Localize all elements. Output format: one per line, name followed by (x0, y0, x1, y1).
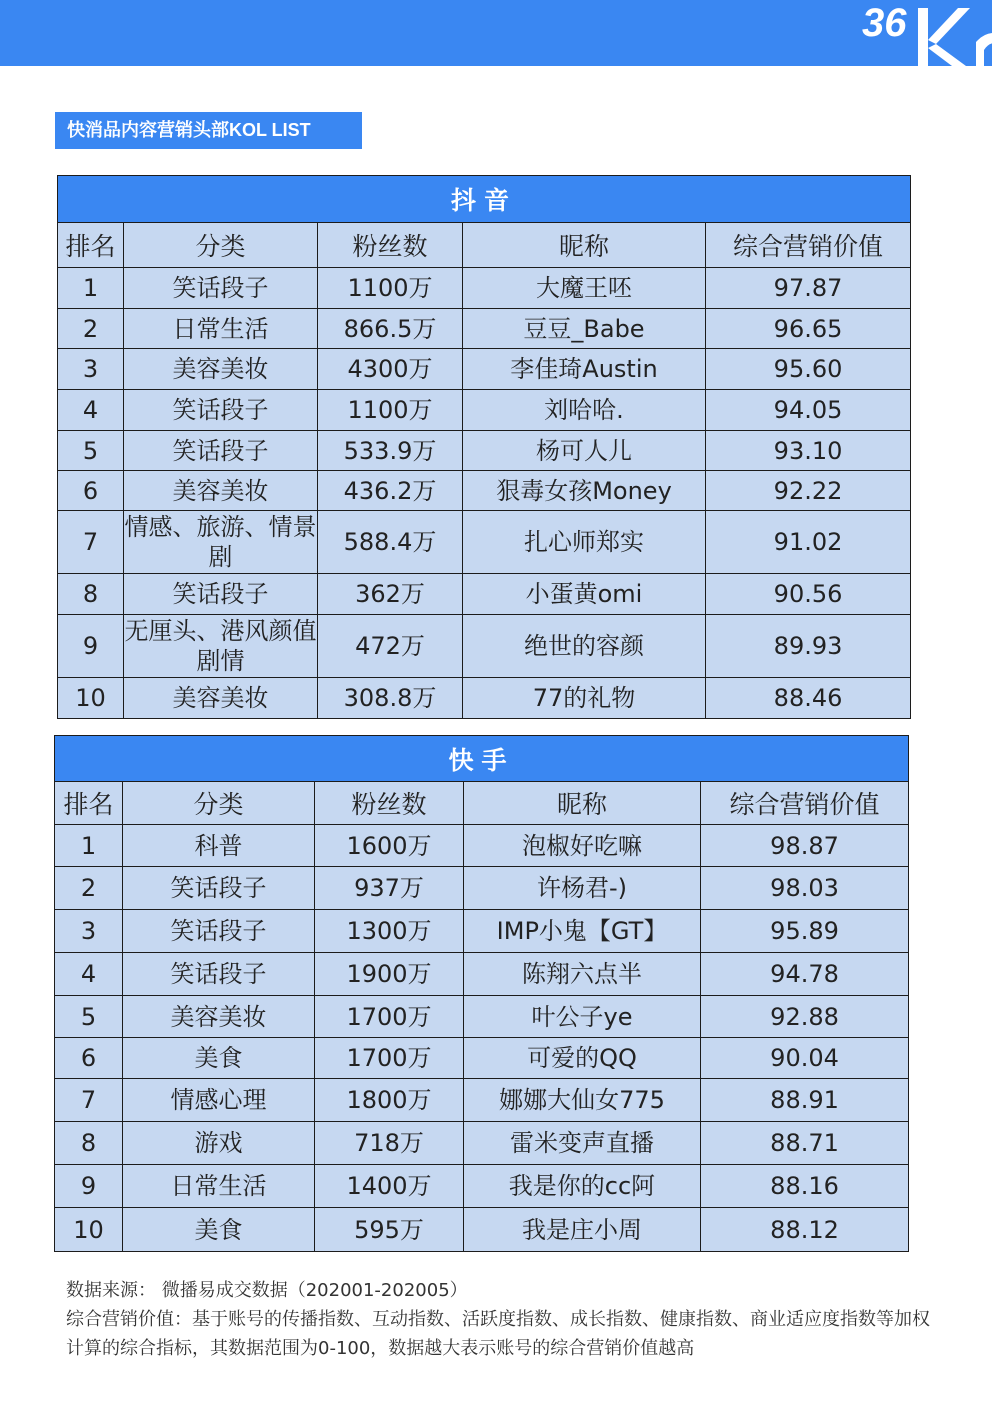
cell-fans: 1700万 (315, 1038, 464, 1079)
cell-rank: 6 (58, 471, 124, 511)
douyin-title: 抖音 (58, 176, 911, 223)
table-row (55, 867, 909, 910)
cell-nickname: 豆豆_Babe (463, 309, 706, 349)
douyin-table (57, 175, 911, 719)
cell-fans: 1400万 (315, 1165, 464, 1208)
cell-score: 88.91 (701, 1079, 909, 1122)
cell-category: 美食 (123, 1208, 315, 1252)
cell-fans: 1800万 (315, 1079, 464, 1122)
cell-score: 95.89 (701, 910, 909, 953)
table-row (58, 431, 911, 471)
cell-nickname: 狠毒女孩Money (463, 471, 706, 511)
table-row (58, 268, 911, 309)
header-rank: 排名 (55, 782, 123, 825)
table-row (58, 349, 911, 390)
cell-fans: 1900万 (315, 953, 464, 996)
cell-score: 88.16 (701, 1165, 909, 1208)
cell-fans: 1600万 (315, 825, 464, 867)
table-row (55, 1038, 909, 1079)
cell-category: 笑话段子 (123, 953, 315, 996)
cell-category: 笑话段子 (123, 867, 315, 910)
cell-score: 88.12 (701, 1208, 909, 1252)
cell-nickname: 绝世的容颜 (463, 615, 706, 678)
cell-rank: 4 (55, 953, 123, 996)
cell-rank: 4 (58, 390, 124, 431)
cell-category: 美容美妆 (124, 349, 318, 390)
cell-nickname: 杨可人儿 (463, 431, 706, 471)
table-row (58, 511, 911, 574)
cell-score: 88.46 (706, 678, 911, 719)
table-row (58, 615, 911, 678)
table-row (55, 1165, 909, 1208)
cell-fans: 595万 (315, 1208, 464, 1252)
cell-nickname: 大魔王呸 (463, 268, 706, 309)
cell-score: 94.78 (701, 953, 909, 996)
section-title: 快消品内容营销头部KOL LIST (55, 112, 362, 149)
cell-fans: 588.4万 (318, 511, 463, 574)
table-row (55, 996, 909, 1038)
header-fans: 粉丝数 (315, 782, 464, 825)
cell-fans: 362万 (318, 574, 463, 615)
cell-category: 笑话段子 (124, 574, 318, 615)
cell-fans: 866.5万 (318, 309, 463, 349)
cell-fans: 937万 (315, 867, 464, 910)
cell-score: 98.87 (701, 825, 909, 867)
cell-nickname: 77的礼物 (463, 678, 706, 719)
cell-category: 美容美妆 (124, 678, 318, 719)
cell-category: 美食 (123, 1038, 315, 1079)
cell-category: 日常生活 (123, 1165, 315, 1208)
cell-rank: 2 (58, 309, 124, 349)
header-fans: 粉丝数 (318, 223, 463, 268)
cell-rank: 8 (55, 1122, 123, 1165)
cell-fans: 533.9万 (318, 431, 463, 471)
cell-nickname: 雷米变声直播 (464, 1122, 701, 1165)
footer-notes (66, 1276, 946, 1363)
table-row (58, 574, 911, 615)
cell-nickname: 小蛋黄omi (463, 574, 706, 615)
cell-rank: 9 (55, 1165, 123, 1208)
data-source-note: 数据来源： 微播易成交数据（202001-202005） (66, 1280, 468, 1301)
cell-score: 91.02 (706, 511, 911, 574)
cell-fans: 4300万 (318, 349, 463, 390)
cell-score: 95.60 (706, 349, 911, 390)
cell-fans: 436.2万 (318, 471, 463, 511)
cell-rank: 7 (55, 1079, 123, 1122)
cell-score: 92.22 (706, 471, 911, 511)
header-rank: 排名 (58, 223, 124, 268)
cell-rank: 8 (58, 574, 124, 615)
table-row (55, 910, 909, 953)
cell-score: 92.88 (701, 996, 909, 1038)
cell-rank: 1 (58, 268, 124, 309)
cell-rank: 6 (55, 1038, 123, 1079)
cell-nickname: 扎心师郑实 (463, 511, 706, 574)
cell-category: 游戏 (123, 1122, 315, 1165)
cell-score: 96.65 (706, 309, 911, 349)
cell-nickname: 刘哈哈. (463, 390, 706, 431)
cell-score: 88.71 (701, 1122, 909, 1165)
cell-rank: 7 (58, 511, 124, 574)
cell-nickname: 可爱的QQ (464, 1038, 701, 1079)
table-row (58, 471, 911, 511)
cell-nickname: 许杨君-) (464, 867, 701, 910)
cell-category: 笑话段子 (124, 268, 318, 309)
svg-text:36: 36 (862, 1, 907, 45)
table-row (55, 825, 909, 867)
cell-score: 97.87 (706, 268, 911, 309)
cell-fans: 1100万 (318, 268, 463, 309)
cell-nickname: 我是庄小周 (464, 1208, 701, 1252)
brand-logo (862, 0, 992, 66)
cell-category: 笑话段子 (124, 431, 318, 471)
cell-rank: 3 (55, 910, 123, 953)
cell-rank: 10 (58, 678, 124, 719)
cell-fans: 1700万 (315, 996, 464, 1038)
cell-fans: 1100万 (318, 390, 463, 431)
cell-category: 日常生活 (124, 309, 318, 349)
header-nickname: 昵称 (464, 782, 701, 825)
cell-rank: 9 (58, 615, 124, 678)
table-row (55, 1079, 909, 1122)
cell-score: 90.56 (706, 574, 911, 615)
cell-score: 89.93 (706, 615, 911, 678)
cell-rank: 2 (55, 867, 123, 910)
table-row (58, 390, 911, 431)
cell-rank: 10 (55, 1208, 123, 1252)
cell-category: 情感心理 (123, 1079, 315, 1122)
cell-score: 90.04 (701, 1038, 909, 1079)
header-category: 分类 (123, 782, 315, 825)
cell-category: 无厘头、港风颜值 剧情 (124, 615, 318, 678)
cell-fans: 718万 (315, 1122, 464, 1165)
header-nickname: 昵称 (463, 223, 706, 268)
header-bar (0, 0, 992, 66)
cell-category: 情感、旅游、情景剧 (124, 511, 318, 574)
cell-rank: 1 (55, 825, 123, 867)
cell-rank: 5 (55, 996, 123, 1038)
cell-nickname: 娜娜大仙女775 (464, 1079, 701, 1122)
cell-nickname: IMP小鬼【GT】 (464, 910, 701, 953)
table-row (58, 309, 911, 349)
cell-category: 美容美妆 (123, 996, 315, 1038)
kuaishou-title: 快手 (55, 736, 909, 782)
score-definition-note: 综合营销价值：基于账号的传播指数、互动指数、活跃度指数、成长指数、健康指数、商业适应度指数等加权计算的综合指标，其数据范围为0-100，数据越大表示账号的综合营销价值越高 (66, 1309, 930, 1359)
cell-fans: 308.8万 (318, 678, 463, 719)
kuaishou-table (54, 735, 909, 1252)
cell-category: 科普 (123, 825, 315, 867)
header-score: 综合营销价值 (706, 223, 911, 268)
cell-category: 美容美妆 (124, 471, 318, 511)
cell-category: 笑话段子 (123, 910, 315, 953)
header-category: 分类 (124, 223, 318, 268)
table-row (55, 1208, 909, 1252)
cell-rank: 3 (58, 349, 124, 390)
cell-score: 93.10 (706, 431, 911, 471)
header-score: 综合营销价值 (701, 782, 909, 825)
cell-nickname: 叶公子ye (464, 996, 701, 1038)
table-row (55, 1122, 909, 1165)
cell-score: 94.05 (706, 390, 911, 431)
cell-nickname: 李佳琦Austin (463, 349, 706, 390)
cell-nickname: 陈翔六点半 (464, 953, 701, 996)
cell-fans: 472万 (318, 615, 463, 678)
cell-score: 98.03 (701, 867, 909, 910)
cell-fans: 1300万 (315, 910, 464, 953)
cell-rank: 5 (58, 431, 124, 471)
cell-nickname: 我是你的cc阿 (464, 1165, 701, 1208)
table-row (58, 678, 911, 719)
cell-category: 笑话段子 (124, 390, 318, 431)
table-row (55, 953, 909, 996)
cell-nickname: 泡椒好吃嘛 (464, 825, 701, 867)
